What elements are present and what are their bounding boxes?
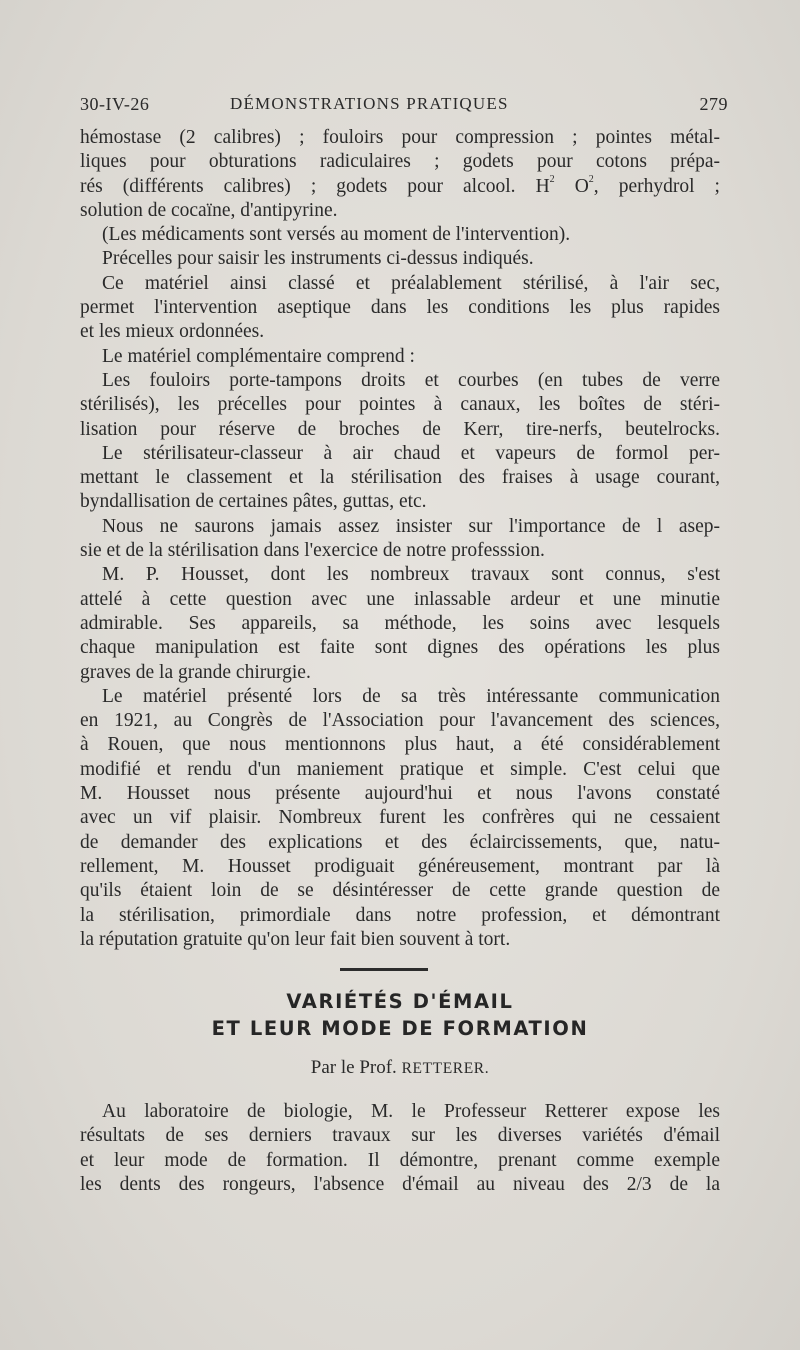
text-line: et les mieux ordonnées. bbox=[80, 321, 265, 343]
text-fragment: , perhydrol ; bbox=[593, 175, 720, 197]
article-title-line-2: ET LEUR MODE DE FORMATION bbox=[211, 1017, 589, 1040]
text-line: lisation pour réserve de broches de Kerr, tire-nerfs, beutelrocks. bbox=[80, 418, 720, 440]
text-line: Au laboratoire de biologie, M. le Professeur Retterer expose les bbox=[102, 1101, 720, 1122]
running-head bbox=[80, 94, 728, 124]
text-line: Le stérilisateur-classeur à air chaud et vapeurs de formol per- bbox=[102, 442, 720, 464]
text-line: M. Housset nous présente aujourd'hui et nous l'avons constaté bbox=[80, 783, 720, 805]
article-byline bbox=[80, 1057, 720, 1079]
text-line: modifié et rendu d'un maniement pratique et simple. C'est celui que bbox=[80, 758, 720, 780]
text-line: Les fouloirs porte-tampons droits et courbes (en tubes de verre bbox=[102, 369, 720, 391]
text-line: résultats de ses derniers travaux sur les diverses variétés d'émail bbox=[80, 1125, 720, 1147]
text-line: admirable. Ses appareils, sa méthode, les soins avec lesquels bbox=[80, 612, 720, 634]
text-line: à Rouen, que nous mentionnons plus haut, a été considérablement bbox=[80, 734, 720, 756]
text-line: qu'ils étaient loin de se désintéresser de cette grande question de bbox=[80, 880, 720, 902]
text-line: Ce matériel ainsi classé et préalablement stérilisé, à l'air sec, bbox=[102, 272, 720, 294]
text-line: mettant le classement et la stérilisation des fraises à usage courant, bbox=[80, 467, 720, 489]
text-line: hémostase (2 calibres) ; fouloirs pour compression ; pointes métal- bbox=[80, 127, 720, 148]
text-line-start: rés (différents calibres) ; godets pour alcool. H bbox=[80, 175, 550, 197]
text-line: la stérilisation, primordiale dans notre profession, et démontrant bbox=[80, 904, 720, 926]
text-line: en 1921, au Congrès de l'Association pour l'avancement des sciences, bbox=[80, 710, 720, 732]
body-text bbox=[80, 126, 720, 952]
header-date: 30-IV-26 bbox=[80, 94, 150, 114]
text-line: graves de la grande chirurgie. bbox=[80, 661, 311, 683]
header-section-title: DÉMONSTRATIONS PRATIQUES bbox=[230, 94, 509, 113]
superscript: 2 bbox=[549, 173, 555, 185]
text-line: Nous ne saurons jamais assez insister sur l'importance de l asep- bbox=[102, 515, 720, 537]
section-divider bbox=[340, 968, 428, 971]
text-line: Précelles pour saisir les instruments ci-dessus indiqués. bbox=[102, 248, 534, 270]
text-line-formula bbox=[80, 175, 720, 199]
text-line: la réputation gratuite qu'on leur fait bien souvent à tort. bbox=[80, 928, 511, 950]
text-fragment: O bbox=[554, 175, 589, 197]
text-line: chaque manipulation est faite sont dignes des opérations les plus bbox=[80, 637, 720, 659]
text-line: Le matériel présenté lors de sa très intéressante communication bbox=[102, 685, 720, 707]
page-number: 279 bbox=[699, 94, 728, 114]
text-line: M. P. Housset, dont les nombreux travaux sont connus, s'est bbox=[102, 564, 720, 586]
text-line: les dents des rongeurs, l'absence d'émail au niveau des 2/3 de la bbox=[80, 1173, 720, 1195]
text-line: de demander des explications et des éclaircissements, que, natu- bbox=[80, 831, 720, 853]
text-line: (Les médicaments sont versés au moment de l'intervention). bbox=[102, 224, 571, 246]
text-line: sie et de la stérilisation dans l'exercice de notre professsion. bbox=[80, 540, 545, 562]
text-line: permet l'intervention aseptique dans les conditions les plus rapides bbox=[80, 297, 720, 319]
text-line: liques pour obturations radiculaires ; godets pour cotons prépa- bbox=[80, 151, 720, 173]
article-body bbox=[80, 1100, 720, 1197]
text-line: byndallisation de certaines pâtes, guttas, etc. bbox=[80, 491, 427, 513]
article-title-line-1: VARIÉTÉS D'ÉMAIL bbox=[286, 990, 514, 1013]
text-line: solution de cocaïne, d'antipyrine. bbox=[80, 199, 338, 221]
text-line: Le matériel complémentaire comprend : bbox=[102, 345, 415, 367]
text-line: attelé à cette question avec une inlassable ardeur et une minutie bbox=[80, 588, 720, 610]
text-line: avec un vif plaisir. Nombreux furent les confrères qui ne cessaient bbox=[80, 807, 720, 829]
text-line: et leur mode de formation. Il démontre, prenant comme exemple bbox=[80, 1149, 720, 1171]
byline-prefix: Par le Prof. bbox=[310, 1057, 402, 1078]
text-line: rellement, M. Housset prodiguait généreusement, montrant par là bbox=[80, 855, 720, 877]
text-line: stérilisés), les précelles pour pointes à canaux, les boîtes de stéri- bbox=[80, 394, 720, 416]
superscript: 2 bbox=[588, 173, 594, 185]
byline-author: RETTERER. bbox=[401, 1060, 490, 1077]
